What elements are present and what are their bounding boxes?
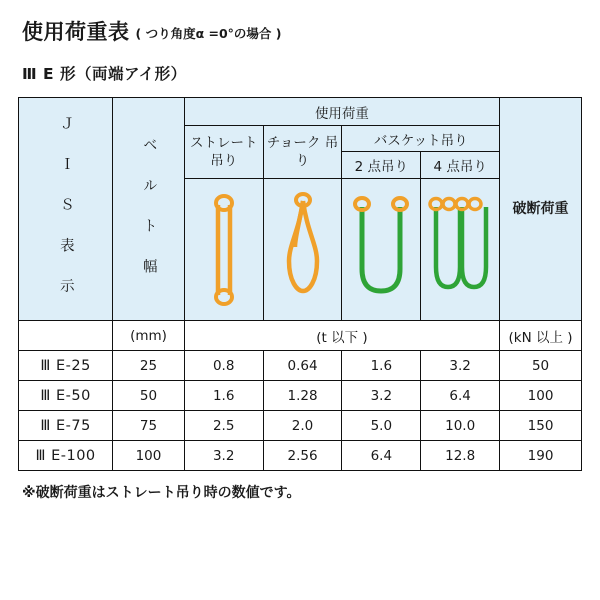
page-title-sub: ( つり角度α =0°の場合 ) — [135, 26, 282, 41]
header-cell-jis — [19, 98, 113, 321]
cell-breaking-load: 190 — [500, 441, 582, 471]
header-cell-choke — [263, 126, 342, 179]
cell-choke: 0.64 — [263, 351, 342, 381]
page-title-main: 使用荷重表 — [22, 20, 130, 44]
cell-straight: 2.5 — [184, 411, 263, 441]
cell-straight: 1.6 — [184, 381, 263, 411]
header-cell-basket-4point: 4 点吊り — [421, 152, 500, 179]
units-cell-load: (t 以下 ) — [184, 321, 499, 351]
cell-basket-2point: 6.4 — [342, 441, 421, 471]
diagram-choke-sling — [263, 179, 342, 321]
cell-basket-2point: 3.2 — [342, 381, 421, 411]
cell-basket-2point: 5.0 — [342, 411, 421, 441]
cell-breaking-load: 150 — [500, 411, 582, 441]
table-row — [19, 351, 582, 381]
table-row — [19, 381, 582, 411]
cell-straight: 3.2 — [184, 441, 263, 471]
cell-basket-4point: 3.2 — [421, 351, 500, 381]
cell-breaking-load: 50 — [500, 351, 582, 381]
cell-choke: 2.0 — [263, 411, 342, 441]
cell-basket-4point: 12.8 — [421, 441, 500, 471]
header-label-choke: チョーク 吊り — [266, 134, 339, 169]
page-subtitle: Ⅲ E 形（両端アイ形） — [22, 65, 187, 83]
cell-basket-4point: 6.4 — [421, 381, 500, 411]
cell-belt-width: 75 — [113, 411, 185, 441]
diagram-straight-sling — [184, 179, 263, 321]
load-capacity-table — [18, 97, 582, 471]
header-label-straight: ストレート 吊り — [189, 134, 258, 169]
cell-breaking-load: 100 — [500, 381, 582, 411]
cell-basket-4point: 10.0 — [421, 411, 500, 441]
table-units-row — [19, 321, 582, 351]
cell-jis: Ⅲ E-25 — [19, 351, 113, 381]
cell-belt-width: 50 — [113, 381, 185, 411]
diagram-basket-2point — [342, 179, 421, 321]
cell-basket-2point: 1.6 — [342, 351, 421, 381]
cell-belt-width: 100 — [113, 441, 185, 471]
table-header-row-group — [19, 98, 582, 126]
cell-choke: 2.56 — [263, 441, 342, 471]
diagram-basket-4point — [421, 179, 500, 321]
table-row — [19, 441, 582, 471]
header-cell-belt-width — [113, 98, 185, 321]
units-cell-belt: (mm) — [113, 321, 185, 351]
cell-jis: Ⅲ E-50 — [19, 381, 113, 411]
header-cell-basket-2point: 2 点吊り — [342, 152, 421, 179]
header-cell-working-load: 使用荷重 — [184, 98, 499, 126]
cell-jis: Ⅲ E-100 — [19, 441, 113, 471]
table-row — [19, 411, 582, 441]
header-cell-breaking-load — [500, 98, 582, 321]
cell-choke: 1.28 — [263, 381, 342, 411]
cell-belt-width: 25 — [113, 351, 185, 381]
header-label-belt-width: ベ ル ト 幅 — [140, 136, 157, 278]
header-label-breaking-load: 破断荷重 — [512, 200, 569, 217]
units-cell-break: (kN 以上 ) — [500, 321, 582, 351]
page-title — [18, 0, 582, 46]
header-label-jis: Ｊ Ｉ Ｓ 表 示 — [57, 116, 74, 298]
cell-jis: Ⅲ E-75 — [19, 411, 113, 441]
header-cell-straight — [184, 126, 263, 179]
cell-straight: 0.8 — [184, 351, 263, 381]
header-cell-basket: バスケット吊り — [342, 126, 500, 152]
footnote: ※破断荷重はストレート吊り時の数値です。 — [22, 485, 301, 501]
units-cell-jis — [19, 321, 113, 351]
